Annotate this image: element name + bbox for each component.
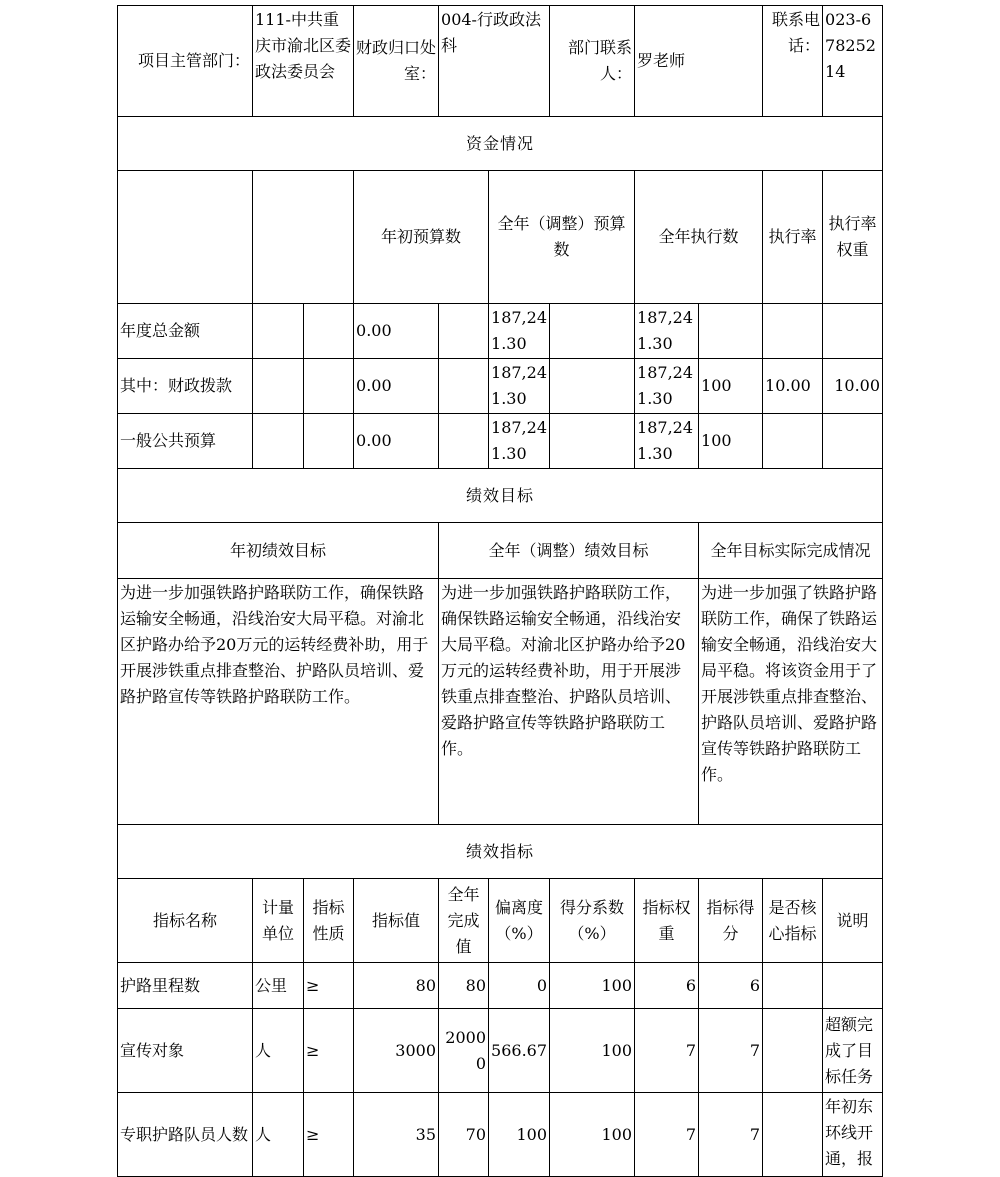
ind-score: 6 xyxy=(699,963,763,1009)
ind-nature: ≥ xyxy=(304,1009,354,1093)
contact-value: 罗老师 xyxy=(635,6,763,117)
col-executed: 全年执行数 xyxy=(635,171,763,304)
ind-note xyxy=(823,963,883,1009)
indicators-section-title: 绩效指标 xyxy=(118,825,883,879)
ind-weight: 6 xyxy=(635,963,699,1009)
col-exec-rate: 执行率 xyxy=(763,171,823,304)
funds-section-title: 资金情况 xyxy=(118,117,883,171)
funds-row-rate xyxy=(699,304,763,359)
col-adjusted-goal: 全年（调整）绩效目标 xyxy=(439,523,699,579)
col-actual-goal: 全年目标实际完成情况 xyxy=(699,523,883,579)
ind-core xyxy=(763,963,823,1009)
funds-row-name: 其中：财政拨款 xyxy=(118,359,253,414)
office-value: 004-行政政法科 xyxy=(439,6,550,117)
dept-label: 项目主管部门： xyxy=(118,6,253,117)
phone-label: 联系电话： xyxy=(763,6,823,117)
ind-value: 3000 xyxy=(354,1009,439,1093)
ind-name: 护路里程数 xyxy=(118,963,253,1009)
ind-value: 80 xyxy=(354,963,439,1009)
funds-row xyxy=(118,414,883,469)
funds-row-rate: 100 xyxy=(699,359,763,414)
header-row xyxy=(118,6,883,117)
ind-note: 年初东环线开通，报 xyxy=(823,1093,883,1177)
ind-core xyxy=(763,1009,823,1093)
ind-core xyxy=(763,1093,823,1177)
ind-weight: 7 xyxy=(635,1009,699,1093)
funds-row-executed: 187,241.30 xyxy=(635,304,699,359)
ind-col-note: 说明 xyxy=(823,879,883,963)
ind-col-nature: 指标性质 xyxy=(304,879,354,963)
actual-goal-text: 为进一步加强了铁路护路联防工作，确保了铁路运输安全畅通，沿线治安大局平稳。将该资金用于了开展涉铁重点排查整治、护路队员培训、爱路护路宣传等铁路护路联防工作。 xyxy=(699,579,883,825)
funds-header-blank-2 xyxy=(253,171,354,304)
funds-row-adjusted: 187,241.30 xyxy=(489,304,550,359)
dept-value: 111-中共重庆市渝北区委政法委员会 xyxy=(253,6,354,117)
goals-header-row xyxy=(118,523,883,579)
ind-deviation: 100 xyxy=(489,1093,550,1177)
funds-row-executed: 187,241.30 xyxy=(635,359,699,414)
ind-col-unit: 计量单位 xyxy=(253,879,304,963)
ind-unit: 公里 xyxy=(253,963,304,1009)
ind-col-core: 是否核心指标 xyxy=(763,879,823,963)
funds-row-initial: 0.00 xyxy=(354,359,439,414)
adjusted-goal-text: 为进一步加强铁路护路联防工作，确保铁路运输安全畅通，沿线治安大局平稳。对渝北区护路办给予20万元的运转经费补助，用于开展涉铁重点排查整治、护路队员培训、爱路护路宣传等铁路护路联防工作。 xyxy=(439,579,699,825)
ind-weight: 7 xyxy=(635,1093,699,1177)
ind-col-deviation: 偏离度（%） xyxy=(489,879,550,963)
ind-col-value: 指标值 xyxy=(354,879,439,963)
ind-done: 70 xyxy=(439,1093,489,1177)
goals-text-row xyxy=(118,579,883,825)
ind-nature: ≥ xyxy=(304,963,354,1009)
ind-col-score: 指标得分 xyxy=(699,879,763,963)
ind-score: 7 xyxy=(699,1009,763,1093)
funds-row-adjusted: 187,241.30 xyxy=(489,414,550,469)
contact-label: 部门联系人： xyxy=(550,6,635,117)
goals-section-title: 绩效目标 xyxy=(118,469,883,523)
col-adjusted-budget: 全年（调整）预算数 xyxy=(489,171,635,304)
ind-unit: 人 xyxy=(253,1009,304,1093)
funds-row-score: 10.00 xyxy=(823,359,883,414)
funds-row-executed: 187,241.30 xyxy=(635,414,699,469)
funds-row-weight: 10.00 xyxy=(763,359,823,414)
funds-row-initial: 0.00 xyxy=(354,304,439,359)
ind-col-name: 指标名称 xyxy=(118,879,253,963)
funds-row-score xyxy=(823,304,883,359)
indicator-row xyxy=(118,963,883,1009)
indicators-header-row xyxy=(118,879,883,963)
ind-done: 20000 xyxy=(439,1009,489,1093)
ind-score: 7 xyxy=(699,1093,763,1177)
col-initial-budget: 年初预算数 xyxy=(354,171,489,304)
ind-deviation: 566.67 xyxy=(489,1009,550,1093)
funds-row-weight xyxy=(763,304,823,359)
funds-row xyxy=(118,359,883,414)
indicator-row xyxy=(118,1093,883,1177)
funds-header-blank xyxy=(118,171,253,304)
funds-header-row xyxy=(118,171,883,304)
ind-coef: 100 xyxy=(550,1009,635,1093)
ind-name: 宣传对象 xyxy=(118,1009,253,1093)
col-initial-goal: 年初绩效目标 xyxy=(118,523,439,579)
ind-col-done: 全年完成值 xyxy=(439,879,489,963)
phone-value: 023-67825214 xyxy=(823,6,883,117)
ind-deviation: 0 xyxy=(489,963,550,1009)
ind-note: 超额完成了目标任务 xyxy=(823,1009,883,1093)
funds-row-weight xyxy=(763,414,823,469)
ind-coef: 100 xyxy=(550,1093,635,1177)
ind-done: 80 xyxy=(439,963,489,1009)
ind-col-coef: 得分系数（%） xyxy=(550,879,635,963)
col-rate-weight: 执行率权重 xyxy=(823,171,883,304)
funds-row-name: 年度总金额 xyxy=(118,304,253,359)
office-label: 财政归口处室： xyxy=(354,6,439,117)
ind-unit: 人 xyxy=(253,1093,304,1177)
funds-row xyxy=(118,304,883,359)
ind-col-weight: 指标权重 xyxy=(635,879,699,963)
funds-row-initial: 0.00 xyxy=(354,414,439,469)
funds-row-rate: 100 xyxy=(699,414,763,469)
funds-row-adjusted: 187,241.30 xyxy=(489,359,550,414)
initial-goal-text: 为进一步加强铁路护路联防工作，确保铁路运输安全畅通，沿线治安大局平稳。对渝北区护路办给予20万元的运转经费补助，用于开展涉铁重点排查整治、护路队员培训、爱路护路宣传等铁路护路联防工作。 xyxy=(118,579,439,825)
funds-row-name: 一般公共预算 xyxy=(118,414,253,469)
indicator-row xyxy=(118,1009,883,1093)
performance-sheet xyxy=(117,5,883,1177)
ind-nature: ≥ xyxy=(304,1093,354,1177)
ind-name: 专职护路队员人数 xyxy=(118,1093,253,1177)
funds-row-score xyxy=(823,414,883,469)
ind-coef: 100 xyxy=(550,963,635,1009)
ind-value: 35 xyxy=(354,1093,439,1177)
